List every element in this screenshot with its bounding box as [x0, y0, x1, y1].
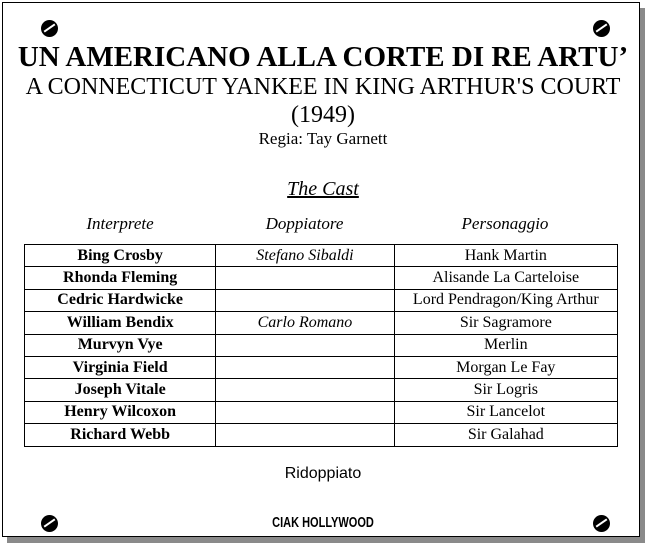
character-cell: Alisande La Carteloise	[394, 267, 617, 289]
table-row	[25, 401, 618, 423]
english-title: A CONNECTICUT YANKEE IN KING ARTHUR'S COURT	[25, 74, 621, 100]
ciak-hollywood-logo: CIAK HOLLYWOOD	[272, 515, 374, 531]
cast-table	[24, 244, 618, 447]
table-row	[25, 289, 618, 311]
character-cell: Merlin	[394, 334, 617, 356]
character-cell: Sir Logris	[394, 379, 617, 401]
character-cell: Lord Pendragon/King Arthur	[394, 289, 617, 311]
table-row	[25, 356, 618, 378]
cast-heading: The Cast	[287, 178, 359, 200]
actor-cell: William Bendix	[25, 312, 216, 334]
column-header-dubber: Doppiatore	[265, 214, 344, 233]
table-row	[25, 267, 618, 289]
column-header-actor: Interprete	[86, 214, 154, 233]
release-year: (1949)	[291, 102, 355, 128]
director-line: Regia: Tay Garnett	[258, 129, 388, 148]
character-cell: Hank Martin	[394, 245, 617, 267]
dubber-cell	[216, 401, 394, 423]
table-row	[25, 379, 618, 401]
screw-icon	[593, 20, 610, 37]
table-row	[25, 245, 618, 267]
table-row	[25, 312, 618, 334]
dubber-cell	[216, 424, 394, 446]
dubber-cell: Stefano Sibaldi	[216, 245, 394, 267]
dubber-cell	[216, 289, 394, 311]
actor-cell: Richard Webb	[25, 424, 216, 446]
dubber-cell	[216, 356, 394, 378]
dubbing-note: Ridoppiato	[284, 465, 362, 482]
dubber-cell: Carlo Romano	[216, 312, 394, 334]
dubber-cell	[216, 379, 394, 401]
character-cell: Sir Sagramore	[394, 312, 617, 334]
character-cell: Morgan Le Fay	[394, 356, 617, 378]
actor-cell: Bing Crosby	[25, 245, 216, 267]
actor-cell: Virginia Field	[25, 356, 216, 378]
table-row	[25, 424, 618, 446]
italian-title: UN AMERICANO ALLA CORTE DI RE ARTU’	[17, 41, 629, 73]
column-header-character: Personaggio	[461, 214, 549, 233]
dubber-cell	[216, 334, 394, 356]
cast-plate	[2, 2, 640, 537]
actor-cell: Murvyn Vye	[25, 334, 216, 356]
character-cell: Sir Galahad	[394, 424, 617, 446]
table-row	[25, 334, 618, 356]
character-cell: Sir Lancelot	[394, 401, 617, 423]
actor-cell: Henry Wilcoxon	[25, 401, 216, 423]
actor-cell: Rhonda Fleming	[25, 267, 216, 289]
dubber-cell	[216, 267, 394, 289]
actor-cell: Joseph Vitale	[25, 379, 216, 401]
screw-icon	[41, 20, 58, 37]
actor-cell: Cedric Hardwicke	[25, 289, 216, 311]
